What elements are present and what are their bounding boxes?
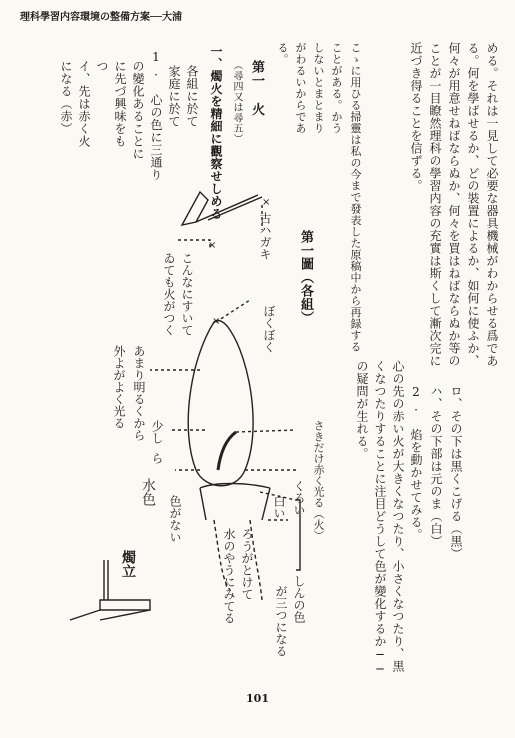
text-line: ロ、その下は黒くこげる（黒） xyxy=(449,385,463,560)
text-line: 各組に於て xyxy=(185,65,199,128)
text-line: しないとまとまり xyxy=(312,42,325,134)
x-mark: × xyxy=(212,316,221,327)
text-line: つ xyxy=(95,60,109,73)
figure-caption: 第一圖（各組） xyxy=(298,230,313,325)
section-title: 第一 火 xyxy=(249,60,264,116)
annotation-white: 白い xyxy=(272,495,286,519)
text-line: 心の先の赤い火が大きくなつたり、小さくなつたり、黒 xyxy=(391,360,405,673)
text-line: に先づ興味をも xyxy=(113,60,127,148)
annotation-melted-2: 水のやうにみてる xyxy=(222,528,236,624)
annotation-black: くろい xyxy=(292,480,306,516)
text-line: ハ、その下部は元のま（白） xyxy=(429,385,443,548)
postcard-shape xyxy=(182,192,208,225)
annotation-a-little-2: ら xyxy=(150,452,164,464)
annotation-no-color: 色がない xyxy=(168,495,182,543)
text-line: ことがある。かう xyxy=(330,42,343,134)
text-line: がわるいからであ xyxy=(294,42,307,134)
text-line: 2. 焰を動かせてみる。 xyxy=(409,385,423,541)
text-line: の變化あることに xyxy=(131,60,145,160)
text-line: る。 xyxy=(276,42,289,65)
text-line: こゝに用ひる掃靈は私の今まで發表した原稿中から再録する xyxy=(349,42,362,353)
annotation-swaying: ぼくぼく xyxy=(262,305,276,353)
annotation-a-little: 少し xyxy=(150,420,164,444)
annotation-bright: あまり明るくから xyxy=(132,345,146,441)
text-line: める。それは一見して必要な器具機械がわからせる爲であ xyxy=(485,42,499,367)
page-number: 101 xyxy=(246,692,269,705)
annotation-how-lit: こんなにすいて xyxy=(180,252,194,336)
text-line: の疑問が生れる。 xyxy=(355,360,369,460)
text-line: になる（赤） xyxy=(59,60,73,135)
annotation-water-color: 水色 xyxy=(140,478,156,506)
text-line: イ、先は赤く火 xyxy=(77,60,91,148)
x-mark: × xyxy=(208,240,217,251)
section-subtitle: （尋四又は尋五） xyxy=(231,60,242,144)
annotation-candle-stand: 燭立 xyxy=(120,550,136,578)
text-line: 1. 心の色に三通り xyxy=(149,50,163,181)
annotation-how-lit-2: ゐても火がつく xyxy=(162,252,176,336)
annotation-three: が三つになる xyxy=(274,585,288,657)
subsection-title: 一、燭火を精細に觀察せしめる xyxy=(209,45,223,220)
text-line: ことが一目瞭然理科の學習内容の充實は斯くして漸次完に xyxy=(428,42,442,367)
text-line: 何々が用意せねばならぬか、何々を買はねばならぬか等の xyxy=(447,42,461,367)
annotation-wick-color: しんの色 xyxy=(292,575,306,623)
annotation-old-postcard: 古ハガキ xyxy=(258,212,272,260)
x-mark: × xyxy=(262,197,271,208)
text-line: くなつたりすることに注目どうして色が變化するか── xyxy=(373,360,387,677)
text-line: 家庭に於て xyxy=(167,65,181,128)
text-line: 近づき得ることを信ずる。 xyxy=(409,42,423,192)
running-header: 理科學習内容環境の整備方案──大浦 xyxy=(20,12,183,23)
annotation-melted: ろうがとけて xyxy=(240,528,254,600)
annotation-bright-2: 外よがよく光る xyxy=(112,345,126,429)
annotation-tip-red: さきだけ赤く光る（火） xyxy=(312,420,325,541)
text-line: る。何を學ばせるか、どの裝置によるか、如何に使ふか、 xyxy=(466,42,480,367)
